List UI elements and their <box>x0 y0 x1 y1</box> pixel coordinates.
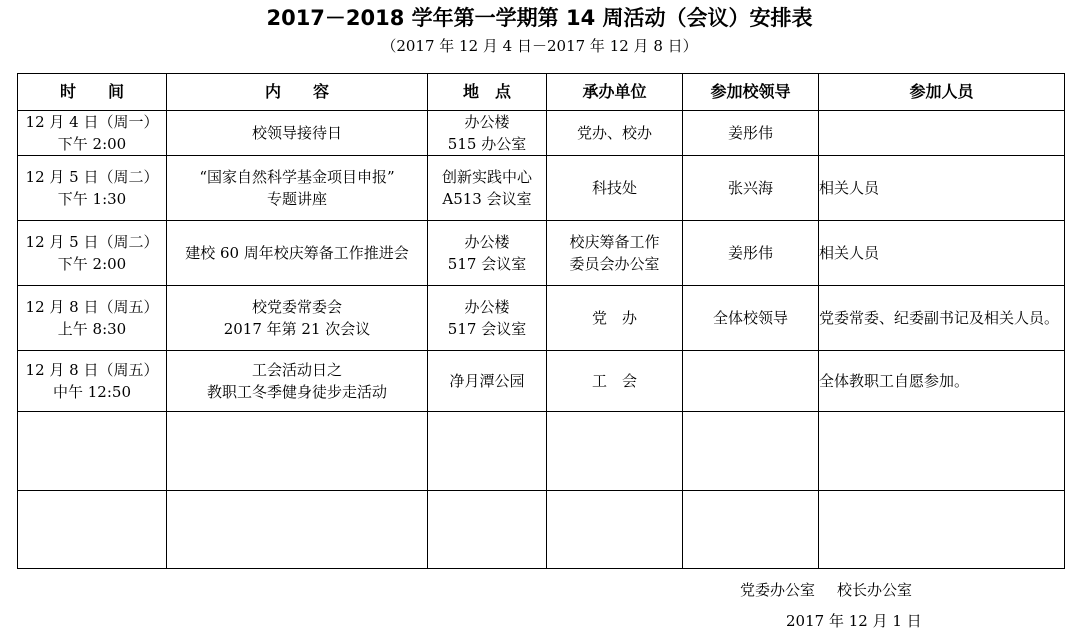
empty-cell <box>428 491 547 569</box>
content-text: 校党委常委会 <box>251 298 342 316</box>
place-text: 517 会议室 <box>447 320 527 338</box>
place-text: 517 会议室 <box>447 255 527 273</box>
header-row <box>18 74 1065 111</box>
leaders-text: 姜彤伟 <box>727 124 773 142</box>
empty-cell <box>428 412 547 491</box>
time-text: 下午 1:30 <box>57 190 127 208</box>
leaders-cell <box>683 351 819 412</box>
leaders-text: 张兴海 <box>727 179 773 197</box>
date-text: 12 月 5 日（周二） <box>25 168 159 186</box>
issuing-offices <box>740 580 912 600</box>
time-cell <box>18 111 167 156</box>
place-text: 办公楼 <box>464 233 510 251</box>
empty-cell <box>819 491 1065 569</box>
date-text: 12 月 4 日（周一） <box>25 113 159 131</box>
organizer-text: 委员会办公室 <box>569 255 660 273</box>
time-cell <box>18 286 167 351</box>
organizer-text: 校庆筹备工作 <box>569 233 660 251</box>
leaders-cell <box>683 156 819 221</box>
organizer-cell <box>547 221 683 286</box>
table-row <box>18 221 1065 286</box>
leaders-cell <box>683 111 819 156</box>
place-text: 515 办公室 <box>447 135 527 153</box>
issuing-office-president: 校长办公室 <box>837 581 913 599</box>
time-text: 下午 2:00 <box>57 135 127 153</box>
place-text: A513 会议室 <box>442 190 532 208</box>
place-cell <box>428 351 547 412</box>
participants-text: 相关人员 <box>819 244 880 262</box>
date-text: 12 月 8 日（周五） <box>25 361 159 379</box>
participants-cell <box>819 286 1065 351</box>
place-cell <box>428 156 547 221</box>
time-text: 中午 12:50 <box>53 383 131 401</box>
header-participants: 参加人员 <box>819 74 1065 111</box>
organizer-cell <box>547 111 683 156</box>
page-title: 2017－2018 学年第一学期第 14 周活动（会议）安排表 <box>266 6 813 30</box>
participants-cell <box>819 351 1065 412</box>
participants-text: 党委常委、纪委副书记及相关人员。 <box>819 309 1060 327</box>
empty-cell <box>547 412 683 491</box>
empty-cell <box>18 491 167 569</box>
content-text: 建校 60 周年校庆筹备工作推进会 <box>185 244 409 262</box>
table-row <box>18 286 1065 351</box>
header-leaders: 参加校领导 <box>683 74 819 111</box>
organizer-cell <box>547 351 683 412</box>
empty-table-row <box>18 491 1065 569</box>
content-text: 专题讲座 <box>266 190 327 208</box>
empty-cell <box>683 412 819 491</box>
content-cell <box>167 156 428 221</box>
place-text: 办公楼 <box>464 298 510 316</box>
issuing-office-party: 党委办公室 <box>740 581 816 599</box>
time-cell <box>18 221 167 286</box>
content-cell <box>167 111 428 156</box>
content-text: 2017 年第 21 次会议 <box>223 320 371 338</box>
time-cell <box>18 351 167 412</box>
header-place: 地 点 <box>428 74 547 111</box>
date-range-subtitle: （2017 年 12 月 4 日－2017 年 12 月 8 日） <box>381 37 698 55</box>
content-cell <box>167 286 428 351</box>
participants-text: 全体教职工自愿参加。 <box>819 372 970 390</box>
participants-text: 相关人员 <box>819 179 880 197</box>
time-text: 下午 2:00 <box>57 255 127 273</box>
time-cell <box>18 156 167 221</box>
content-cell <box>167 351 428 412</box>
organizer-text: 工 会 <box>591 372 637 390</box>
content-text: 校领导接待日 <box>251 124 342 142</box>
date-text: 12 月 8 日（周五） <box>25 298 159 316</box>
time-text: 上午 8:30 <box>57 320 127 338</box>
content-text: “国家自然科学基金项目申报” <box>199 168 395 186</box>
content-text: 教职工冬季健身徒步走活动 <box>206 383 387 401</box>
empty-cell <box>167 491 428 569</box>
content-cell <box>167 221 428 286</box>
place-cell <box>428 111 547 156</box>
place-text: 办公楼 <box>464 113 510 131</box>
header-organizer: 承办单位 <box>547 74 683 111</box>
leaders-cell <box>683 221 819 286</box>
schedule-table <box>17 73 1065 569</box>
participants-cell <box>819 221 1065 286</box>
organizer-text: 党 办 <box>591 309 637 327</box>
header-content: 内 容 <box>167 74 428 111</box>
table-row <box>18 111 1065 156</box>
leaders-text: 姜彤伟 <box>727 244 773 262</box>
place-cell <box>428 286 547 351</box>
date-text: 12 月 5 日（周二） <box>25 233 159 251</box>
empty-cell <box>18 412 167 491</box>
place-text: 创新实践中心 <box>441 168 532 186</box>
empty-cell <box>547 491 683 569</box>
table-row <box>18 156 1065 221</box>
place-cell <box>428 221 547 286</box>
organizer-text: 党办、校办 <box>576 124 652 142</box>
empty-cell <box>167 412 428 491</box>
table-row <box>18 351 1065 412</box>
place-text: 净月潭公园 <box>449 372 525 390</box>
empty-cell <box>819 412 1065 491</box>
participants-cell <box>819 156 1065 221</box>
empty-table-row <box>18 412 1065 491</box>
leaders-cell <box>683 286 819 351</box>
participants-cell <box>819 111 1065 156</box>
organizer-cell <box>547 286 683 351</box>
organizer-cell <box>547 156 683 221</box>
issue-date: 2017 年 12 月 1 日 <box>786 612 922 630</box>
organizer-text: 科技处 <box>591 179 637 197</box>
content-text: 工会活动日之 <box>251 361 342 379</box>
empty-cell <box>683 491 819 569</box>
header-time: 时 间 <box>18 74 167 111</box>
leaders-text: 全体校领导 <box>712 309 788 327</box>
